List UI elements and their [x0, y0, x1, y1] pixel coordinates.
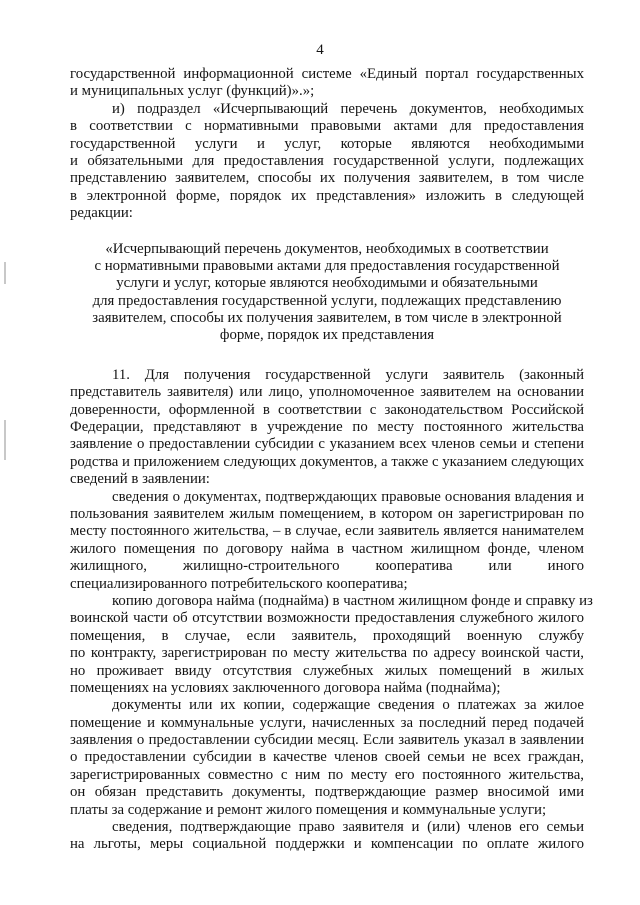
text-line: документы или их копии, содержащие сведения о платежах за жилое	[112, 697, 584, 714]
text-line: государственной услуги и услуг, которые являются необходимыми	[70, 135, 584, 152]
text-line: сведения о документах, подтверждающих правовые основания владения и	[112, 488, 584, 505]
text-line: и муниципальных услуг (функций)».»;	[70, 83, 315, 100]
page-number: 4	[316, 42, 324, 58]
text-line: зарегистрированных совместно с ним по месту его постоянного жительства,	[70, 766, 584, 783]
text-line: помещениях на условиях заключенного договора найма (поднайма);	[70, 679, 501, 696]
section-heading-line: услуги и услуг, которые являются необходимыми и обязательными	[116, 275, 538, 292]
text-line: доверенности, оформленной в соответствии с законодательством Российской	[70, 401, 584, 418]
text-line: месту постоянного жительства, – в случае, если заявитель является нанимателем	[70, 523, 584, 540]
section-heading-line: заявителем, способы их получения заявителем, в том числе в электронной	[92, 310, 562, 327]
scan-edge-mark	[4, 420, 6, 460]
text-line: представлению заявителем, способы их получения заявителем, в том числе	[70, 170, 584, 187]
section-heading-line: с нормативными правовыми актами для предоставления государственной	[94, 257, 560, 274]
text-line: специализированного потребительского кооператива;	[70, 575, 408, 592]
section-heading-line: форме, порядок их представления	[219, 327, 435, 344]
text-line: редакции:	[70, 205, 133, 222]
text-line: родства и приложением следующих документов, а также с указанием следующих	[70, 453, 585, 470]
text-line: он обязан представить документы, подтверждающие размер вносимой ими	[70, 784, 584, 801]
text-line: сведения, подтверждающие право заявителя и (или) членов его семьи	[112, 819, 584, 836]
text-line: 11. Для получения государственной услуги заявитель (законный	[112, 366, 584, 383]
text-line: заявления о предоставлении субсидии месяц. Если заявитель указал в заявлении	[70, 732, 584, 749]
text-line: и обязательными для предоставления государственной услуги, подлежащих	[70, 152, 584, 169]
text-line: государственной информационной системе «Единый портал государственных	[70, 66, 584, 82]
text-line: платы за содержание и ремонт жилого помещения и коммунальные услуги;	[70, 801, 547, 818]
text-line: в электронной форме, порядок их представления» изложить в следующей	[70, 187, 584, 204]
document-body	[70, 66, 593, 854]
text-line: на льготы, меры социальной поддержки и компенсации по оплате жилого	[70, 836, 584, 853]
section-heading-line: для предоставления государственной услуги, подлежащих представлению	[92, 292, 562, 309]
text-line: жилищного, жилищно-строительного кооператива или иного	[70, 558, 584, 575]
text-line: пользования заявителем жилым помещением, в котором он зарегистрирован по	[70, 505, 584, 522]
text-line: и) подраздел «Исчерпывающий перечень документов, необходимых	[112, 100, 584, 117]
text-line: представитель заявителя) или лицо, уполномоченное заявителем на основании	[70, 384, 584, 401]
text-line: воинской части об отсутствии возможности предоставления служебного жилого	[70, 610, 584, 627]
text-line: в соответствии с нормативными правовыми актами для предоставления	[70, 118, 584, 135]
text-line: по контракту, зарегистрирован по месту жительства по адресу воинской части,	[70, 645, 584, 662]
text-line: но проживает ввиду отсутствия служебных жилых помещений в жилых	[70, 662, 584, 679]
text-line: копию договора найма (поднайма) в частном жилищном фонде и справку из	[112, 592, 593, 609]
text-line: помещения, в случае, если заявитель, проходящий военную службу	[70, 627, 584, 644]
text-line: о предоставлении субсидии в качестве членов своей семьи не всех граждан,	[70, 749, 584, 766]
text-line: заявление о предоставлении субсидии с указанием всех членов семьи и степени	[70, 436, 584, 453]
scan-edge-mark	[4, 262, 6, 284]
text-line: жилого помещения по договору найма в частном жилищном фонде, членом	[70, 540, 584, 557]
section-heading-line: «Исчерпывающий перечень документов, необходимых в соответствии	[105, 240, 549, 257]
text-line: Федерации, представляют в учреждение по месту постоянного жительства	[70, 419, 584, 436]
text-line: помещение и коммунальные услуги, начисленных за последний перед подачей	[70, 714, 584, 731]
text-line: сведений в заявлении:	[70, 471, 210, 488]
